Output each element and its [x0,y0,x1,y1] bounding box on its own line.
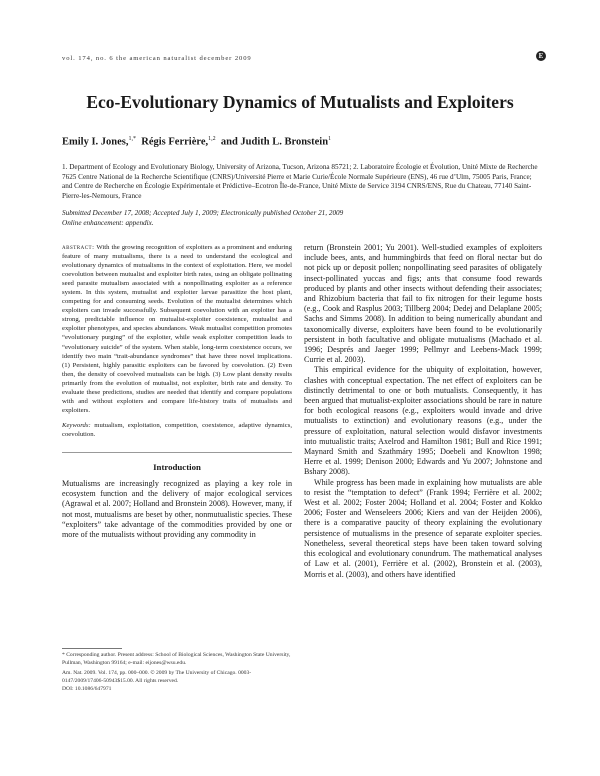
keywords-label: Keywords: [62,421,91,429]
author-marks: 1 [328,136,332,142]
doi-note: DOI: 10.1086/647971 [62,685,112,692]
author-list [62,136,542,148]
author-marks: 1,* [128,136,137,142]
right-column [304,243,542,580]
corresponding-author-note: * Corresponding author. Present address: School of Biological Sciences, Washington State University, Pullman, Washington 99164; e-mail: eijones@wsu.edu. [62,652,291,666]
keywords [62,421,292,439]
author-name: Régis Ferrière, [141,136,209,148]
abstract-text: With the growing recognition of exploiters as a prominent and enduring feature of many mutualisms, there is a need to understand the ecological and evolutionary dynamics of mutualisms in the context of exploitation. Here, we model coevolution between mutualist and exploiter birth rates, using an obligate pollinating seed parasite mutualism associated with a nonpollinating exploiter as a reference system. In this system, mutualist and exploiter larvae parasitize the host plant, competing for and consuming seeds. Evolution of the mutualist determines which exploiters can invade successfully. Subsequent coevolution with an exploiter has a strong, predictable influence on mutualist-exploiter coexistence, mutualist and exploiter phenotypes, and species abundances. Weak mutualist competition promotes “evolutionary purging” of the exploiter, while weak exploiter competition leads to “evolutionary suicide” of the system. When stable, long-term coexistence occurs, we identify two main “trait-abundance syndromes” that have three novel implications. (1) Persistent, highly parasitic exploiters can be favored by coevolution. (2) Even then, the density of coevolved mutualists can be high. (3) Low plant density results primarily from the evolution of mutualist, not exploiter, birth rate and density. To evaluate these predictions, studies are needed that identify and compare populations with and without exploiters and compare life-history traits of mutualists and exploiters. [62,244,292,414]
citation-note: Am. Nat. 2009. Vol. 174, pp. 000–000. © 2009 by The University of Chicago. 0003-0147/2009/17406-50943$15.00. All rights reserved. [62,670,252,685]
article-title: Eco-Evolutionary Dynamics of Mutualists and Exploiters [86,92,514,112]
journal-emblem-icon: E [536,51,546,61]
introduction-paragraph: Mutualisms are increasingly recognized as playing a key role in ecosystem function and the delivery of major ecological services (Agrawal et al. 2007; Holland and Bronstein 2008). However, many, if not most, mutualisms are beset by other, nonmutualistic species. These “exploiters” take advantage of the commodities provided by one or more of the mutualists without providing any commodity in [62,478,292,539]
author-marks: 1,2 [208,136,216,142]
left-column [62,243,292,540]
introduction-heading: Introduction [62,452,292,472]
paragraph-3: While progress has been made in explaining how mutualists are able to resist the “temptation to defect” (Frank 1994; Ferrière et al. 2002; West et al. 2002; Foster 2004; Holland et al. 2004; Foster and Kokko 2006; Foster and Wenseleers 2006; Kiers and van der Heijden 2006), there is a comparative paucity of theory explaining the evolutionary persistence of mutualisms in the presence of separate exploiter species. Nonetheless, several theoretical steps have been taken toward solving this ecological and evolutionary conundrum. The mathematical analyses of Law et al. (2001), Ferrière et al. (2002), Bronstein et al. (2003), Morris et al. (2003), and others have identified [304,477,542,579]
online-enhancement: Online enhancement: appendix. [62,218,154,227]
paragraph-1: return (Bronstein 2001; Yu 2001). Well-studied examples of exploiters include bees, ants, and hummingbirds that feed on floral nectar but do not pick up or deposit pollen; nonpollinating seed parasites of obligately insect-pollinated yuccas and figs; ants that consume food rewards produced by plants and other insects without defending their associates; and Rhizobium bacteria that fail to fix nitrogen for their legume hosts (e.g., Cook and Rasplus 2003; Tillberg 2004; Dedej and Delaplane 2005; Sachs and Simms 2008). In addition to being numerically abundant and taxonomically diverse, exploiters have been found to be evolutionarily persistent in both facultative and obligate mutualisms (Machado et al. 1996; Després and Jaeger 1999; Pellmyr and Leebens-Mack 1999; Currie et al. 2003). [304,243,542,365]
footnote-divider [62,648,122,649]
author-name: Emily I. Jones, [62,136,129,148]
author-name: and Judith L. Bronstein [220,136,329,148]
running-head: vol. 174, no. 6 the american naturalist december 2009 [62,55,252,62]
keywords-text: mutualism, exploitation, competition, coexistence, adaptive dynamics, coevolution. [62,421,292,438]
abstract [62,243,292,415]
paragraph-2: This empirical evidence for the ubiquity of exploitation, however, clashes with conceptual expectation. The net effect of exploiters can be distinctly detrimental to one or both mutualists. Consequently, it has been argued that mutualist-exploiter associations should be rare in nature for both ecological reasons (e.g., exploiters would invade and drive mutualists to extinction) and evolutionary reasons (e.g., under the pressure of exploitation, natural selection would disfavor investments into mutualistic traits; Axelrod and Hamilton 1981; Bull and Rice 1991; Maynard Smith and Szathmáry 1995; Doebeli and Knowlton 1998; Herre et al. 1999; Denison 2000; Edwards and Yu 2007; Johnstone and Bshary 2008). [304,365,542,477]
affiliations: 1. Department of Ecology and Evolutionary Biology, University of Arizona, Tucson, Arizona 85721; 2. Laboratoire Écologie et Évolution, Unité Mixte de Recherche 7625 Centre National de la Recherche Scientifique (CNRS)/Université Pierre et Marie Curie/École Normale Supérieure (ENS), 46 rue d’Ulm, 75005 Paris, France; and Centre de Recherche en Écologie Expérimentale et Prédictive–Ecotron Île-de-France, Unité Mixte de Service 3194 CNRS/ENS, Rue du Chateau, 77140 Saint-Pierre-les-Nemours, France [62,163,538,200]
publication-dates [62,209,540,228]
footnotes [62,648,292,694]
abstract-label: abstract: [62,244,95,251]
dates-line: Submitted December 17, 2008; Accepted July 1, 2009; Electronically published October 21, 2009 [62,209,344,217]
